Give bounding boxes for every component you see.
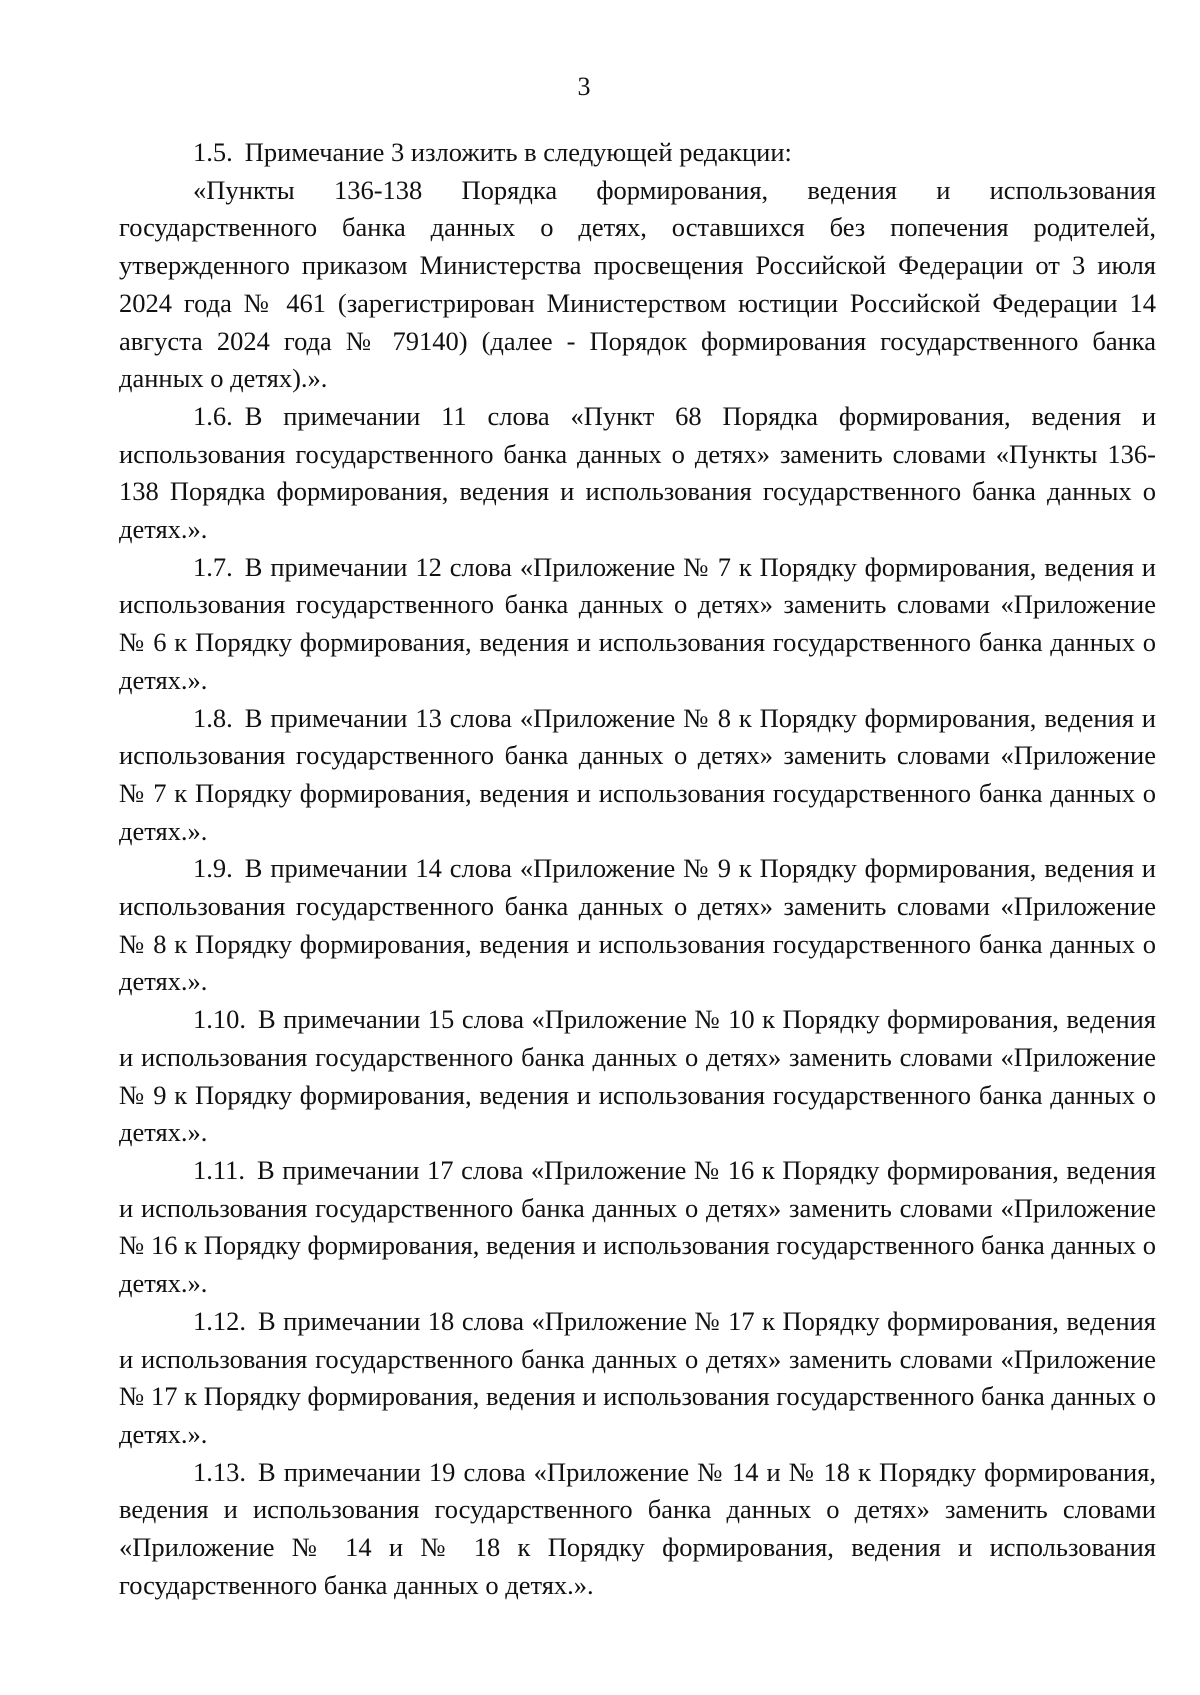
paragraph-number: 1.11. [193,1154,246,1185]
paragraph-number: 1.12. [193,1305,246,1336]
paragraph-number: 1.7. [193,551,233,582]
paragraph-number: 1.9. [193,853,233,884]
paragraph-1-9 [119,850,1156,1001]
paragraph-text: В примечании 15 слова «Приложение № 10 к Порядку формирования, ведения и использования государственного банка данных о детях» заменить словами «Приложение № 9 к Порядку формирования, ведения и использования государственного банка данных о детях.». [119,1004,1156,1148]
paragraph-note-3-text [119,172,1156,398]
paragraph-number: 1.8. [193,702,233,733]
paragraph-1-8 [119,700,1156,851]
paragraph-1-13 [119,1454,1156,1605]
paragraph-number: 1.13. [193,1456,246,1487]
paragraph-number: 1.5. [193,137,233,167]
paragraph-text: В примечании 13 слова «Приложение № 8 к Порядку формирования, ведения и использования государственного банка данных о детях» заменить словами «Приложение № 7 к Порядку формирования, ведения и использования государственного банка данных о детях.». [119,702,1156,846]
document-body [119,134,1156,1604]
paragraph-text: В примечании 14 слова «Приложение № 9 к Порядку формирования, ведения и использования государственного банка данных о детях» заменить словами «Приложение № 8 к Порядку формирования, ведения и использования государственного банка данных о детях.». [119,853,1156,997]
paragraph-number: 1.6. [193,400,233,431]
paragraph-text: Примечание 3 изложить в следующей редакции: [244,137,792,167]
paragraph-1-11 [119,1152,1156,1303]
paragraph-text: В примечании 11 слова «Пункт 68 Порядка формирования, ведения и использования государственного банка данных о детях» заменить словами «Пункты 136-138 Порядка формирования, ведения и использования государственного банка данных о детях.». [119,400,1156,545]
paragraph-text: В примечании 19 слова «Приложение № 14 и № 18 к Порядку формирования, ведения и использования государственного банка данных о детях» заменить словами «Приложение № 14 и № 18 к Порядку формирования, ведения и использования государственного банка данных о детях.». [119,1456,1156,1600]
paragraph-text: В примечании 18 слова «Приложение № 17 к Порядку формирования, ведения и использования государственного банка данных о детях» заменить словами «Приложение № 17 к Порядку формирования, ведения и использования государственного банка данных о детях.». [119,1305,1156,1449]
paragraph-text: «Пункты 136-138 Порядка формирования, ведения и использования государственного банка данных о детях, оставшихся без попечения родителей, утвержденного приказом Министерства просвещения Российской Федерации от 3 июля 2024 года № 461 (зарегистрирован Министерством юстиции Российской Федерации 14 августа 2024 года № 79140) (далее - Порядок формирования государственного банка данных о детях).». [119,174,1156,394]
paragraph-1-12 [119,1303,1156,1454]
paragraph-1-6 [119,398,1156,549]
page-number: 3 [577,72,591,101]
paragraph-number: 1.10. [193,1004,246,1035]
paragraph-text: В примечании 12 слова «Приложение № 7 к Порядку формирования, ведения и использования государственного банка данных о детях» заменить словами «Приложение № 6 к Порядку формирования, ведения и использования государственного банка данных о детях.». [119,551,1156,695]
paragraph-1-7 [119,549,1156,700]
paragraph-text: В примечании 17 слова «Приложение № 16 к Порядку формирования, ведения и использования государственного банка данных о детях» заменить словами «Приложение № 16 к Порядку формирования, ведения и использования государственного банка данных о детях.». [119,1154,1156,1299]
paragraph-1-10 [119,1001,1156,1152]
paragraph-1-5 [119,134,1156,172]
